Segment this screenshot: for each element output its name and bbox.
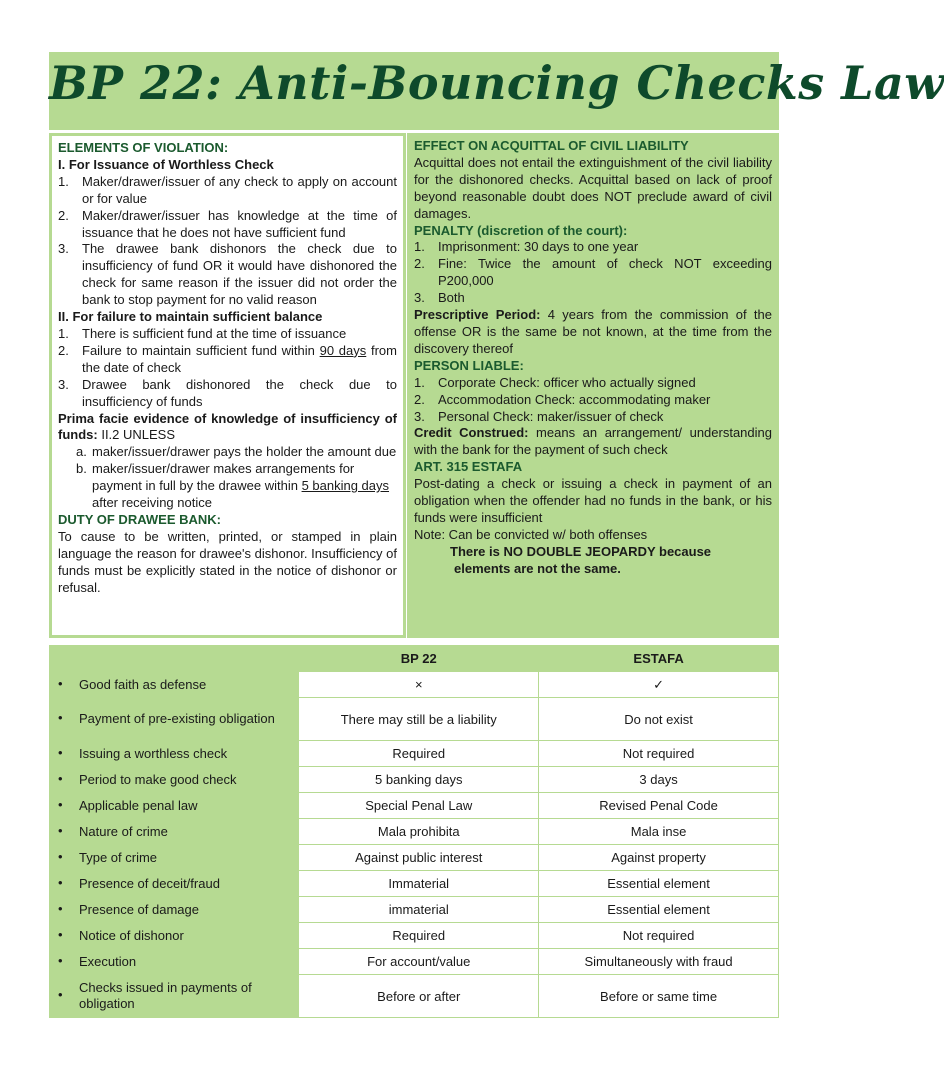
bp22-cell: Special Penal Law <box>299 793 539 819</box>
list-item: 2. Maker/drawer/issuer has knowledge at the time of issuance that he does not have sufficient fund <box>58 207 397 240</box>
table-row <box>49 698 779 741</box>
row-label-cell: • Checks issued in payments of obligation <box>49 975 299 1018</box>
list-item: 1. There is sufficient fund at the time of issuance <box>58 325 347 341</box>
table-row <box>49 672 779 698</box>
table-row <box>49 793 779 819</box>
effect-heading: EFFECT ON ACQUITTAL OF CIVIL LIABILITY <box>414 138 689 153</box>
estafa-cell: Not required <box>539 741 779 767</box>
bullet-icon: • <box>58 848 63 864</box>
list-item: 1. Imprisonment: 30 days to one year <box>414 239 639 255</box>
estafa-heading: ART. 315 ESTAFA <box>414 459 523 475</box>
penalty-list <box>414 239 772 307</box>
title-banner <box>49 52 944 130</box>
bullet-icon: • <box>58 744 63 760</box>
estafa-cell: Simultaneously with fraud <box>539 949 779 975</box>
bullet-icon: • <box>58 770 63 786</box>
estafa-cell: Not required <box>539 923 779 949</box>
list-item: 1. Corporate Check: officer who actually signed <box>414 374 696 390</box>
row-label-cell: • Presence of damage <box>49 897 299 923</box>
bp22-cell: Immaterial <box>299 871 539 897</box>
table-row <box>49 923 779 949</box>
table-row <box>49 819 779 845</box>
row-label-cell: • Issuing a worthless check <box>49 741 299 767</box>
bullet-icon: • <box>58 822 63 838</box>
bp22-cell: Required <box>299 923 539 949</box>
bullet-icon: • <box>58 926 63 942</box>
estafa-cell: ✓ <box>539 672 779 698</box>
header-estafa: ESTAFA <box>539 645 779 672</box>
list-item: 3. Both <box>414 290 465 306</box>
list-item: 2. Failure to maintain sufficient fund within 90 days from the date of check <box>58 342 397 375</box>
estafa-text: Post-dating a check or issuing a check in payment of an obligation when the offender had no funds in the bank, or his funds were insufficient <box>414 476 772 525</box>
list-item: 3. The drawee bank dishonors the check due to insufficiency of fund OR it would have dishonored the check for same reason if the issuer did not order the bank to stop payment for no valid reason <box>58 241 397 308</box>
note-line: elements are not the same. <box>454 560 621 576</box>
list-item: 3. Personal Check: maker/issuer of check <box>414 408 664 424</box>
person-heading: PERSON LIABLE: <box>414 357 524 373</box>
estafa-cell: Do not exist <box>539 698 779 741</box>
header-blank-cell <box>49 645 299 672</box>
table-row <box>49 767 779 793</box>
note-line: Note: Can be convicted w/ both offenses <box>414 526 648 542</box>
bp22-cell: Before or after <box>299 975 539 1018</box>
row-label-cell: • Execution <box>49 949 299 975</box>
row-label-cell: • Applicable penal law <box>49 793 299 819</box>
bp22-cell: × <box>299 672 539 698</box>
comparison-table <box>49 645 779 1018</box>
list-item: 3. Drawee bank dishonored the check due to insufficiency of funds <box>58 376 397 409</box>
list-item: a. maker/issuer/drawer pays the holder the amount due <box>76 444 397 460</box>
issuance-list <box>58 174 397 309</box>
prescriptive-paragraph: Prescriptive Period: 4 years from the commission of the offense OR is the same be not known, at the time from the discovery thereof <box>414 307 772 356</box>
balance-list <box>58 326 397 411</box>
table-row <box>49 741 779 767</box>
estafa-cell: Mala inse <box>539 819 779 845</box>
table-header-row <box>49 645 779 672</box>
prima-facie-paragraph: Prima facie evidence of knowledge of insufficiency of funds: II.2 UNLESS <box>58 410 397 443</box>
bullet-icon: • <box>58 675 63 691</box>
bp22-cell: Mala prohibita <box>299 819 539 845</box>
person-list <box>414 375 772 426</box>
list-item: 1. Maker/drawer/issuer of any check to apply on account or for value <box>58 173 397 206</box>
estafa-cell: Essential element <box>539 871 779 897</box>
elements-panel <box>49 133 406 638</box>
bullet-icon: • <box>58 874 63 890</box>
credit-paragraph: Credit Construed: means an arrangement/ understanding with the bank for the payment of such check <box>414 425 772 458</box>
duty-text: To cause to be written, printed, or stamped in plain language the reason for drawee's dishonor. Insufficiency of funds must be explicitly stated in the notice of dishonor or refusal. <box>58 528 397 595</box>
bp22-cell: Against public interest <box>299 845 539 871</box>
estafa-cell: Against property <box>539 845 779 871</box>
bp22-cell: For account/value <box>299 949 539 975</box>
header-bp22: BP 22 <box>299 645 539 672</box>
balance-heading: II. For failure to maintain sufficient balance <box>58 309 323 325</box>
estafa-cell: 3 days <box>539 767 779 793</box>
effects-panel <box>407 133 779 638</box>
estafa-cell: Essential element <box>539 897 779 923</box>
prima-facie-list <box>58 444 397 512</box>
table-row <box>49 845 779 871</box>
table-row <box>49 897 779 923</box>
row-label-cell: • Period to make good check <box>49 767 299 793</box>
elements-heading: ELEMENTS OF VIOLATION: <box>58 140 229 155</box>
effect-text: Acquittal does not entail the extinguishment of the civil liability for the dishonored checks. Acquittal based on lack of proof beyond reasonable doubt does NOT preclude award of civil damages. <box>414 154 772 221</box>
row-label-cell: • Type of crime <box>49 845 299 871</box>
estafa-cell: Revised Penal Code <box>539 793 779 819</box>
row-label-cell: • Presence of deceit/fraud <box>49 871 299 897</box>
row-label-cell: • Good faith as defense <box>49 672 299 698</box>
row-label-cell: • Nature of crime <box>49 819 299 845</box>
bullet-icon: • <box>58 710 63 726</box>
bp22-cell: 5 banking days <box>299 767 539 793</box>
note-line: There is NO DOUBLE JEOPARDY because <box>450 543 712 559</box>
row-label-cell: • Notice of dishonor <box>49 923 299 949</box>
bullet-icon: • <box>58 796 63 812</box>
list-item: 2. Accommodation Check: accommodating maker <box>414 391 711 407</box>
issuance-heading: I. For Issuance of Worthless Check <box>58 156 274 172</box>
table-row <box>49 871 779 897</box>
bp22-cell: immaterial <box>299 897 539 923</box>
bp22-cell: There may still be a liability <box>299 698 539 741</box>
table-row <box>49 949 779 975</box>
bullet-icon: • <box>58 952 63 968</box>
list-item: b. maker/issuer/drawer makes arrangements for payment in full by the drawee within 5 banking days after receiving notice <box>76 461 390 511</box>
list-item: 2. Fine: Twice the amount of check NOT exceeding P200,000 <box>414 256 772 289</box>
estafa-cell: Before or same time <box>539 975 779 1018</box>
table-row <box>49 975 779 1018</box>
penalty-heading: PENALTY (discretion of the court): <box>414 222 628 238</box>
duty-heading: DUTY OF DRAWEE BANK: <box>58 511 221 527</box>
page-title: BP 22: Anti-Bouncing Checks Law <box>49 56 944 110</box>
bullet-icon: • <box>58 900 63 916</box>
row-label-cell: • Payment of pre-existing obligation <box>49 698 299 741</box>
bp22-cell: Required <box>299 741 539 767</box>
bullet-icon: • <box>58 987 63 1003</box>
